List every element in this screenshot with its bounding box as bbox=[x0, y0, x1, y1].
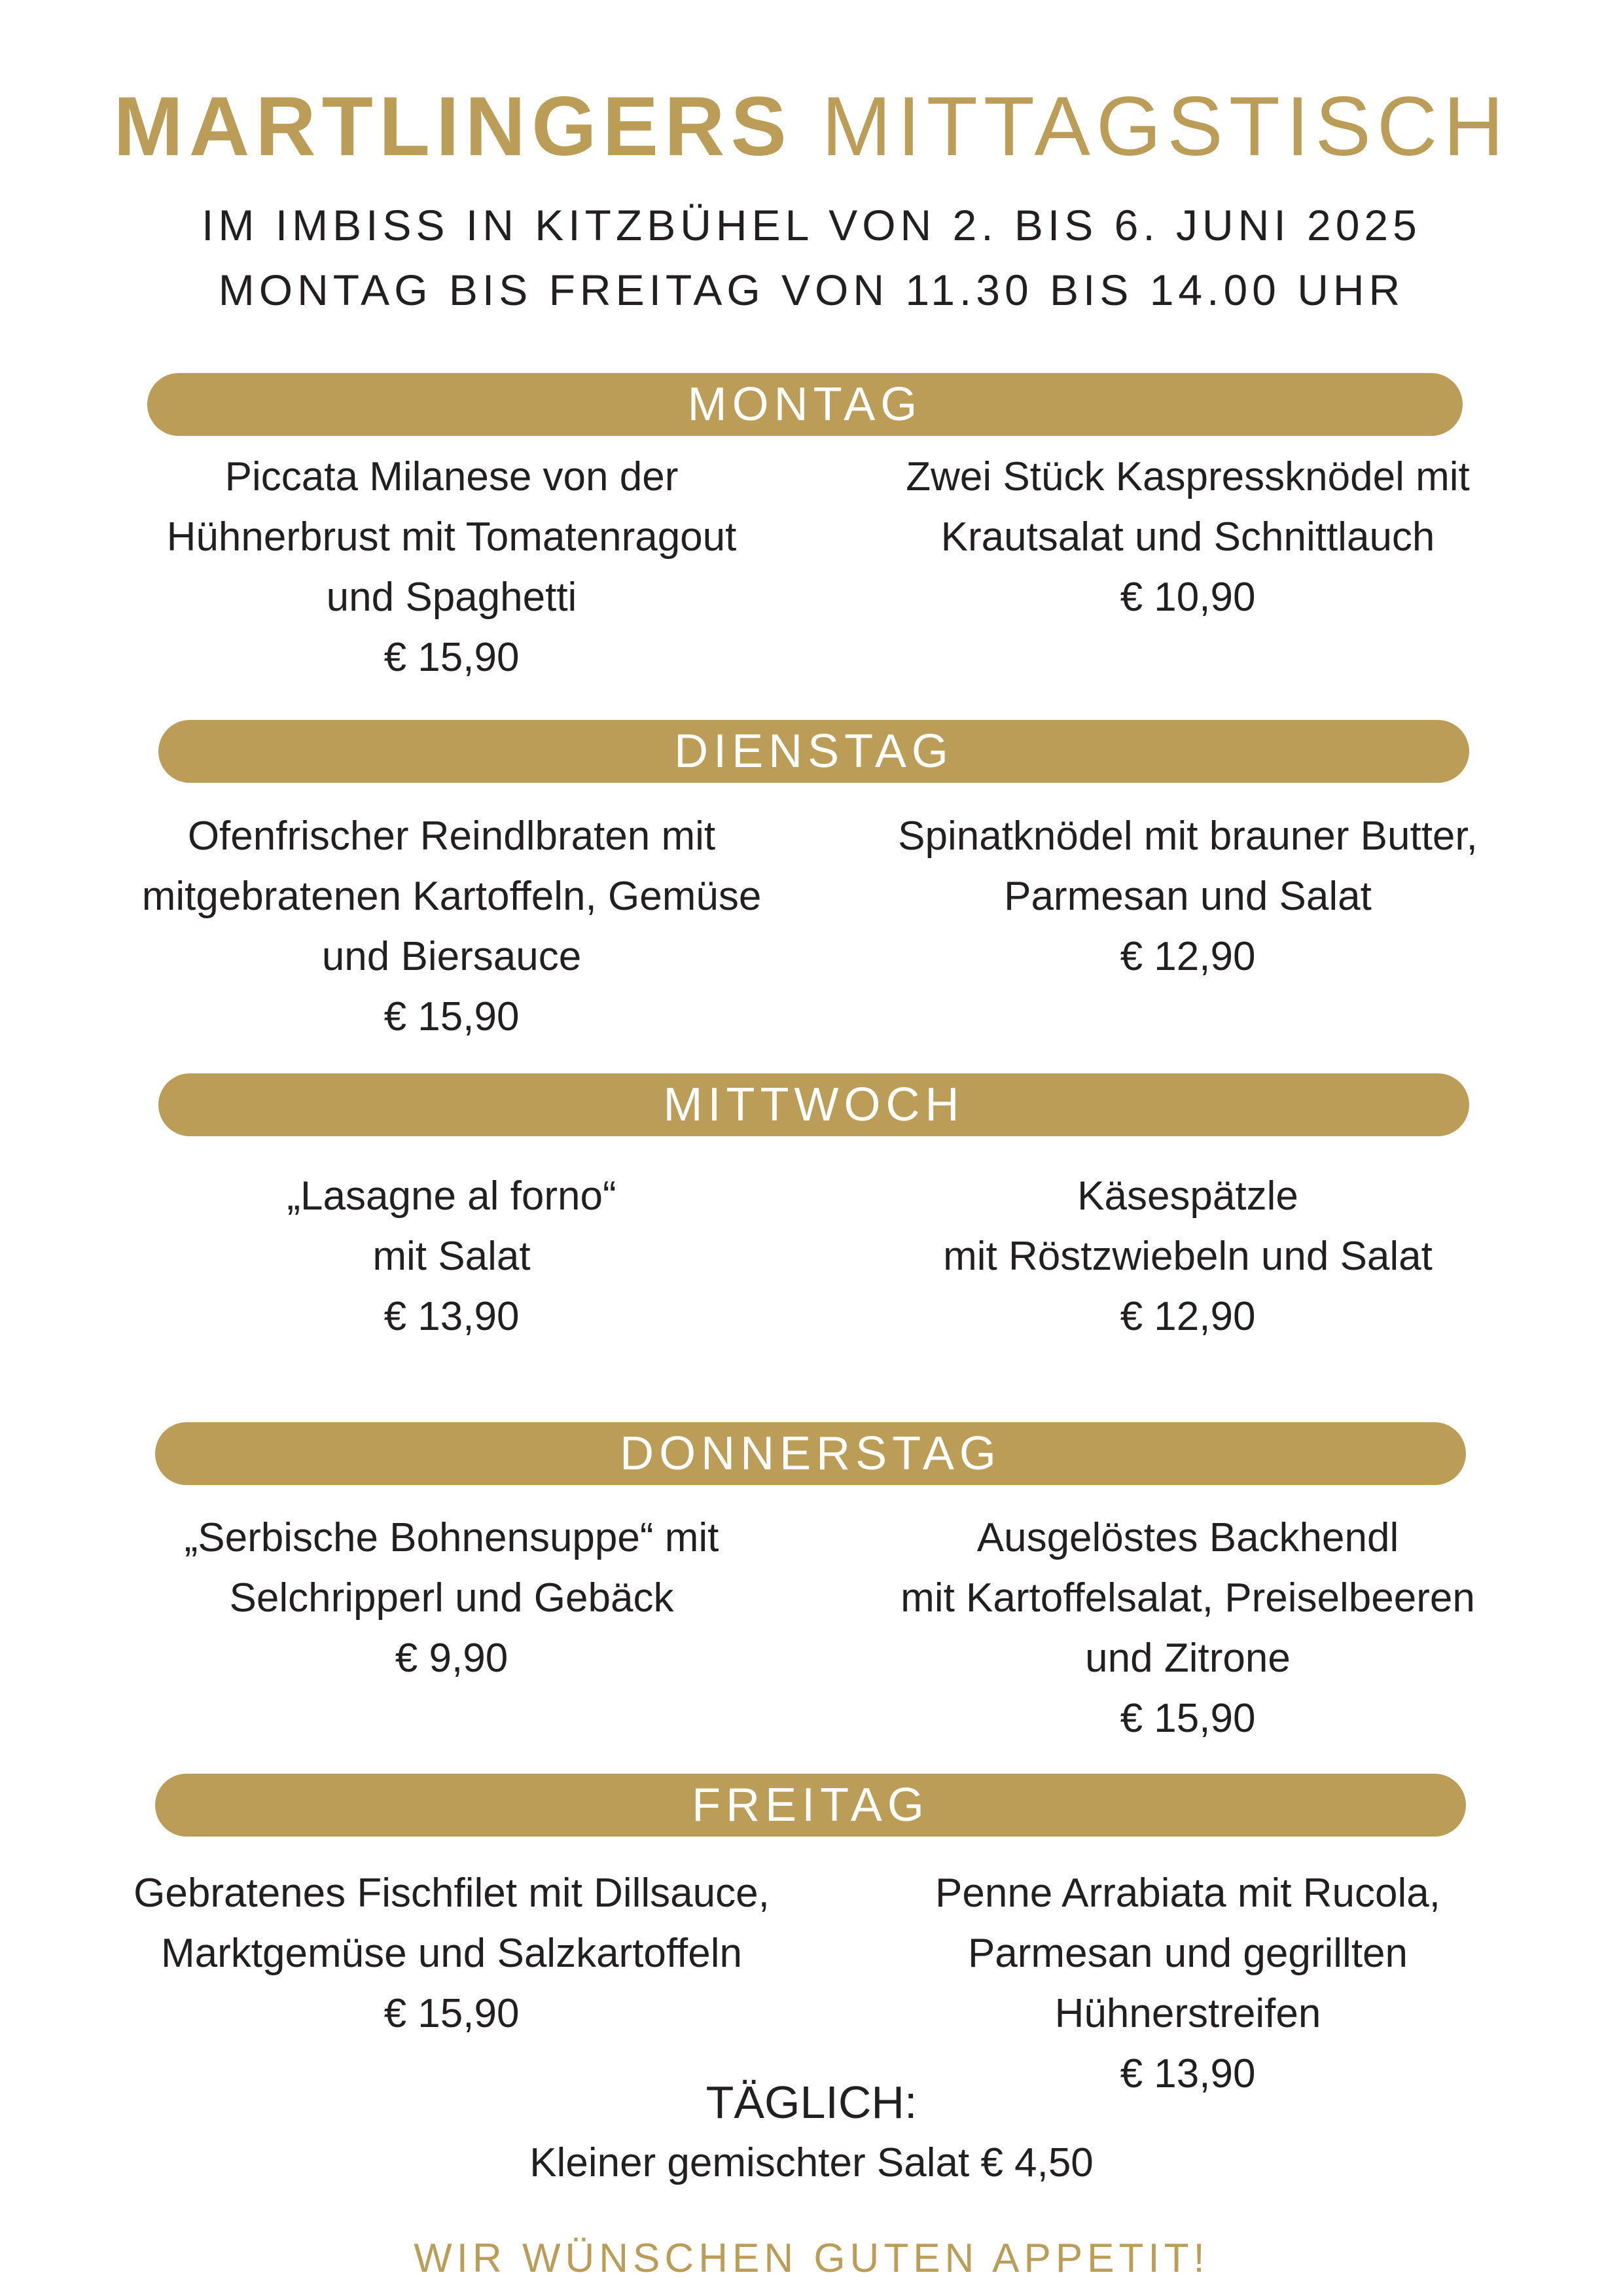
dish-dienstag-right bbox=[841, 806, 1535, 987]
dish-price: € 10,90 bbox=[1120, 575, 1256, 620]
dish-price: € 13,90 bbox=[383, 1294, 520, 1339]
page-title bbox=[0, 80, 1623, 173]
dish-line: mitgebratenen Kartoffeln, Gemüse bbox=[141, 874, 762, 919]
dish-donnerstag-left bbox=[105, 1508, 798, 1689]
dish-line: Zwei Stück Kaspressknödel mit bbox=[906, 454, 1470, 499]
dish-line: Ausgelöstes Backhendl bbox=[976, 1515, 1399, 1560]
dish-line: Spinatknödel mit brauner Butter, bbox=[898, 814, 1478, 859]
dish-montag-right bbox=[841, 447, 1535, 628]
daily-special: Kleiner gemischter Salat € 4,50 bbox=[529, 2140, 1094, 2185]
dish-line: Parmesan und Salat bbox=[1004, 874, 1372, 919]
dish-line: Selchripperl und Gebäck bbox=[229, 1575, 674, 1621]
day-bar-donnerstag: DONNERSTAG bbox=[155, 1422, 1466, 1485]
day-bar-mittwoch: MITTWOCH bbox=[158, 1073, 1469, 1136]
day-bar-dienstag: DIENSTAG bbox=[158, 720, 1469, 783]
daily-heading: TÄGLICH: bbox=[705, 2077, 918, 2128]
dish-line: und Spaghetti bbox=[326, 575, 577, 620]
dish-line: Piccata Milanese von der bbox=[224, 454, 679, 499]
dish-line: Hühnerstreifen bbox=[1054, 1991, 1321, 2036]
closing-message: WIR WÜNSCHEN GUTEN APPETIT! bbox=[414, 2236, 1209, 2281]
dish-line: Parmesan und gegrillten bbox=[967, 1931, 1408, 1976]
dish-line: „Serbische Bohnensuppe“ mit bbox=[184, 1515, 719, 1560]
dish-price: € 12,90 bbox=[1120, 934, 1256, 979]
dish-mittwoch-right bbox=[841, 1166, 1535, 1347]
dish-line: „Lasagne al forno“ bbox=[287, 1174, 616, 1219]
dish-mittwoch-left bbox=[105, 1166, 798, 1347]
subtitle-hours: MONTAG BIS FREITAG VON 11.30 BIS 14.00 UHR bbox=[218, 266, 1405, 314]
dish-montag-left bbox=[105, 447, 798, 688]
dish-price: € 15,90 bbox=[383, 1991, 520, 2036]
dish-price: € 15,90 bbox=[383, 994, 520, 1039]
dish-freitag-right bbox=[841, 1863, 1535, 2104]
dish-line: Ofenfrischer Reindlbraten mit bbox=[187, 814, 716, 859]
dish-price: € 15,90 bbox=[383, 635, 520, 680]
dish-line: Marktgemüse und Salzkartoffeln bbox=[161, 1931, 742, 1976]
dish-line: Krautsalat und Schnittlauch bbox=[940, 514, 1435, 560]
dish-price: € 9,90 bbox=[395, 1636, 508, 1681]
dish-line: und Biersauce bbox=[321, 934, 582, 979]
dish-freitag-left bbox=[105, 1863, 798, 2044]
dish-line: mit Röstzwiebeln und Salat bbox=[943, 1234, 1433, 1279]
dish-line: Hühnerbrust mit Tomatenragout bbox=[166, 514, 737, 560]
dish-line: Penne Arrabiata mit Rucola, bbox=[935, 1871, 1440, 1916]
dish-line: und Zitrone bbox=[1085, 1636, 1291, 1681]
dish-price: € 13,90 bbox=[1120, 2051, 1256, 2096]
day-bar-freitag: FREITAG bbox=[155, 1774, 1466, 1837]
dish-donnerstag-right bbox=[841, 1508, 1535, 1749]
day-bar-montag: MONTAG bbox=[147, 373, 1463, 436]
dish-line: mit Salat bbox=[372, 1234, 531, 1279]
subtitle-dates: IM IMBISS IN KITZBÜHEL VON 2. BIS 6. JUNI 2025 bbox=[202, 201, 1421, 249]
dish-line: Gebratenes Fischfilet mit Dillsauce, bbox=[134, 1871, 770, 1916]
dish-price: € 15,90 bbox=[1120, 1696, 1256, 1741]
dish-line: mit Kartoffelsalat, Preiselbeeren bbox=[901, 1575, 1475, 1621]
dish-dienstag-left bbox=[105, 806, 798, 1047]
dish-line: Käsespätzle bbox=[1077, 1174, 1298, 1219]
title-light: MITTAGSTISCH bbox=[821, 80, 1510, 173]
dish-price: € 12,90 bbox=[1120, 1294, 1256, 1339]
title-bold: MARTLINGERS bbox=[113, 80, 793, 173]
